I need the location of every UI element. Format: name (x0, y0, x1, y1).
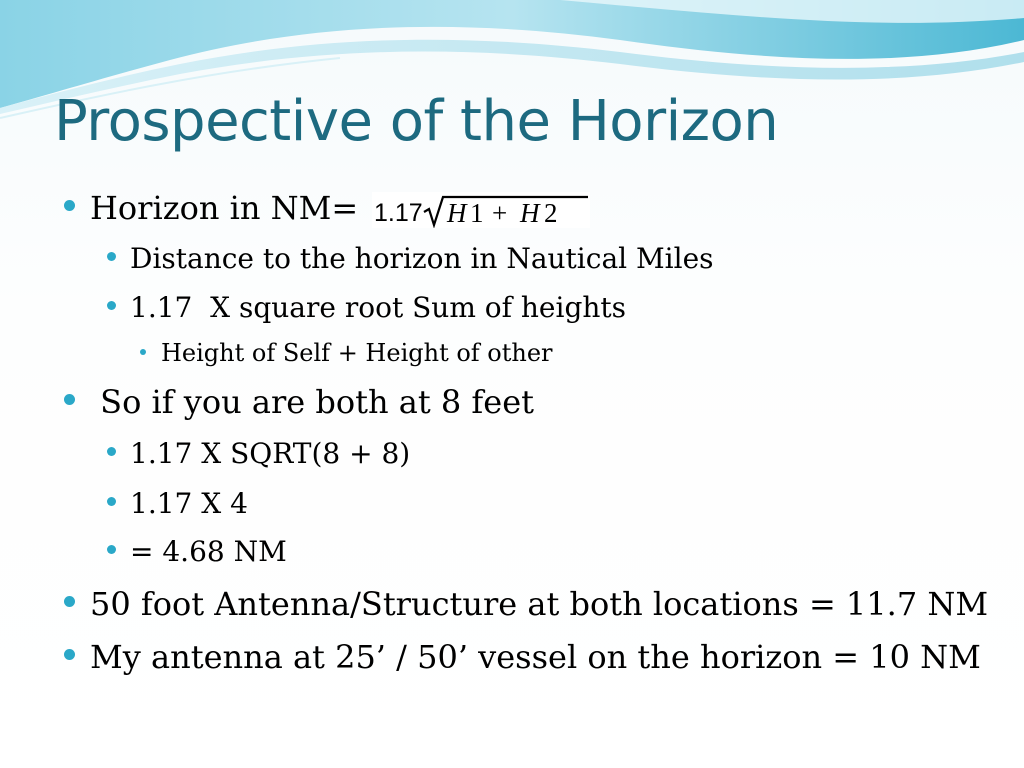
bullet-dot (64, 200, 75, 211)
bullet-dot (140, 349, 146, 355)
bullet-text: My antenna at 25’ / 50’ vessel on the horizon = 10 NM (90, 638, 981, 676)
bullet-dot (107, 252, 116, 261)
bullet-distance (107, 240, 714, 276)
bullet-dot (64, 596, 75, 607)
bullet-text: Height of Self + Height of other (161, 339, 553, 367)
bullet-multiply (107, 485, 248, 521)
bullet-square-root (107, 289, 626, 325)
slide-title: Prospective of the Horizon (54, 89, 779, 154)
bullet-text: Distance to the horizon in Nautical Miles (130, 241, 714, 275)
svg-text:1: 1 (470, 198, 484, 228)
svg-text:2: 2 (544, 198, 558, 228)
bullet-result (107, 533, 287, 569)
svg-text:H: H (520, 198, 540, 228)
bullet-dot (107, 447, 116, 456)
svg-text:1.17: 1.17 (374, 199, 423, 227)
bullet-text: 1.17 X 4 (130, 486, 248, 520)
bullet-text: 50 foot Antenna/Structure at both locations = 11.7 NM (90, 585, 989, 623)
bullet-dot (107, 301, 116, 310)
bullet-my-antenna (64, 637, 981, 677)
svg-text:H: H (447, 198, 467, 228)
bullet-sqrt-calc (107, 435, 410, 471)
bullet-text: = 4.68 NM (130, 534, 287, 568)
bullet-dot (64, 649, 75, 660)
bullet-text: 1.17 X SQRT(8 + 8) (130, 436, 411, 470)
bullet-8-feet (64, 382, 534, 422)
svg-text:+: + (492, 198, 508, 228)
bullet-dot (64, 394, 75, 405)
formula-image (372, 192, 590, 228)
bullet-dot (107, 545, 116, 554)
bullet-heights (140, 338, 553, 368)
bullet-dot (107, 497, 116, 506)
bullet-horizon-formula (64, 188, 590, 228)
bullet-text: 1.17 X square root Sum of heights (130, 290, 627, 324)
bullet-50-foot-antenna (64, 584, 988, 624)
bullet-text: So if you are both at 8 feet (90, 383, 534, 421)
bullet-text: Horizon in NM= (90, 189, 359, 227)
